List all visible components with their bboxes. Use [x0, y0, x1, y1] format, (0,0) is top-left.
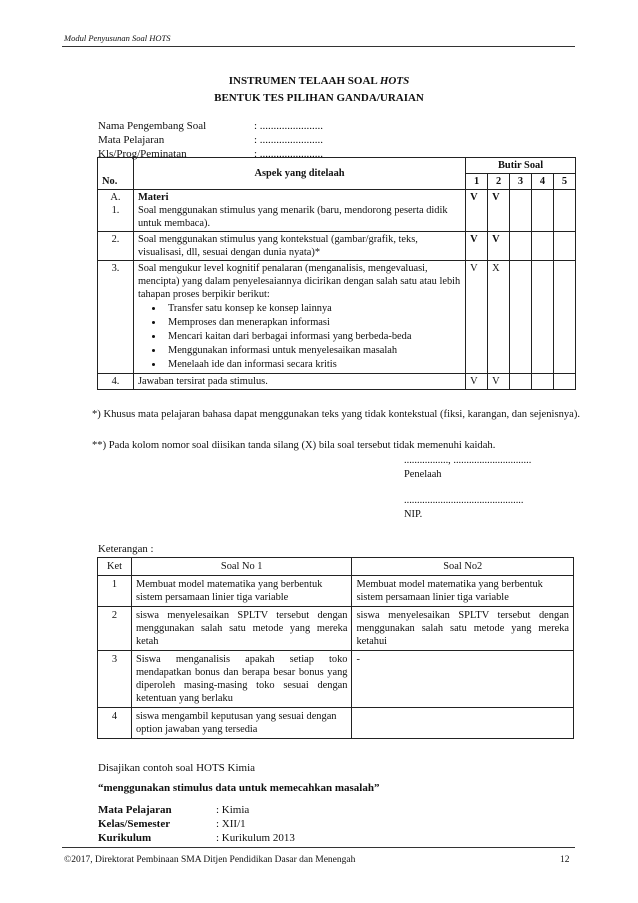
soal2-cell: Membuat model matematika yang berbentuk sistem persamaan linier tiga variable	[352, 576, 574, 607]
col-ket-header: Ket	[98, 558, 132, 576]
col-aspek-header: Aspek yang ditelaah	[133, 158, 465, 190]
soal2-cell: siswa menyelesaikan SPLTV tersebut dengan menggunakan salah satu metode yang mereka ketahui	[352, 607, 574, 651]
mark-cell: V	[488, 374, 510, 390]
row-no: 1.	[111, 205, 120, 216]
mark-cell	[553, 190, 575, 232]
keterangan-header-row	[98, 558, 574, 576]
row-no: 2.	[98, 232, 134, 261]
signature-nip: NIP.	[404, 509, 423, 520]
mark-cell: V	[466, 190, 488, 232]
bullet-item: • Menggunakan informasi untuk menyelesaikan masalah	[164, 344, 461, 357]
mark-cell: X	[488, 261, 510, 374]
title-emphasis: HOTS	[379, 75, 410, 87]
info-value: : Kimia	[216, 804, 250, 816]
soal1-cell: Membuat model matematika yang berbentuk sistem persamaan linier tiga variable	[131, 576, 352, 607]
example-intro: Disajikan contoh soal HOTS Kimia	[98, 762, 256, 774]
row-text	[133, 261, 465, 374]
table-row	[98, 190, 576, 232]
mark-cell: V	[466, 374, 488, 390]
bullet-item: • Memproses dan menerapkan informasi	[164, 316, 461, 329]
bullet-item: • Mencari kaitan dari berbagai informasi yang berbeda-beda	[164, 330, 461, 343]
meta-value: : .......................	[254, 148, 324, 160]
page-number: 12	[560, 855, 570, 865]
meta-label: Mata Pelajaran	[98, 134, 165, 146]
table-row	[98, 607, 574, 651]
telaah-header-row	[98, 158, 576, 174]
col-soal1-header: Soal No 1	[131, 558, 352, 576]
table-row	[98, 261, 576, 374]
mark-cell	[510, 190, 532, 232]
table-row	[98, 576, 574, 607]
info-row-kurikulum	[98, 831, 295, 845]
mark-cell	[532, 232, 554, 261]
bullet-list	[138, 302, 461, 371]
butir-number: 2	[488, 174, 510, 190]
ket-number: 1	[98, 576, 132, 607]
meta-value: : .......................	[254, 134, 324, 146]
mark-cell	[532, 261, 554, 374]
telaah-table	[97, 157, 576, 390]
keterangan-table	[97, 557, 574, 739]
info-label: Kurikulum	[98, 832, 152, 844]
aspect-text: Soal menggunakan stimulus yang menarik (baru, mendorong peserta didik untuk membaca).	[137, 205, 448, 229]
soal1-cell: siswa menyelesaikan SPLTV tersebut dengan menggunakan salah satu metode yang mereka ketah	[131, 607, 352, 651]
row-text	[133, 190, 465, 232]
section-title: Materi	[137, 192, 169, 203]
soal2-cell: -	[352, 651, 574, 708]
note-cross-mark: **) Pada kolom nomor soal diisikan tanda silang (X) bila soal tersebut tidak memenuhi kaidah.	[92, 440, 496, 451]
col-soal2-header: Soal No2	[352, 558, 574, 576]
title-prefix: INSTRUMEN TELAAH SOAL	[228, 75, 380, 87]
ket-number: 4	[98, 708, 132, 739]
footer-text: ©2017, Direktorat Pembinaan SMA Ditjen Pendidikan Dasar dan Menengah	[64, 855, 356, 865]
info-row-mapel	[98, 803, 249, 817]
signature-role: Penelaah	[404, 469, 442, 480]
mark-cell: V	[488, 190, 510, 232]
butir-number: 4	[532, 174, 554, 190]
mark-cell	[532, 190, 554, 232]
ket-number: 2	[98, 607, 132, 651]
col-no-header: No.	[98, 158, 134, 190]
document-title	[0, 75, 638, 87]
header-divider	[62, 46, 575, 47]
info-value: : XII/1	[216, 818, 246, 830]
row-no: 4.	[98, 374, 134, 390]
butir-number: 1	[466, 174, 488, 190]
meta-label: Nama Pengembang Soal	[98, 120, 207, 132]
mark-cell	[553, 232, 575, 261]
aspect-text: Soal mengukur level kognitif penalaran (menganalisis, mengevaluasi, mencipta) yang dalam penyelesaiannya dicirikan dengan salah satu atau lebih tahapan proses berpikir berikut:	[137, 263, 461, 300]
keterangan-heading: Keterangan :	[98, 543, 154, 555]
table-row	[98, 374, 576, 390]
meta-row-mapel	[98, 133, 323, 147]
meta-value: : .......................	[254, 120, 324, 132]
meta-row-pengembang	[98, 119, 323, 133]
footer-divider	[62, 847, 575, 848]
info-label: Kelas/Semester	[98, 818, 171, 830]
soal1-cell: Siswa menganalisis apakah setiap toko mendapatkan bonus dan berapa besar bonus yang diperoleh masing-masing toko sesuai dengan ketentuan yang berlaku	[131, 651, 352, 708]
info-row-kelas	[98, 817, 246, 831]
butir-number: 5	[553, 174, 575, 190]
row-no: 3.	[98, 261, 134, 374]
mark-cell: V	[488, 232, 510, 261]
mark-cell	[532, 374, 554, 390]
signature-name-line: ..............................................	[404, 495, 524, 506]
running-header: Modul Penyusunan Soal HOTS	[64, 33, 171, 43]
mark-cell	[553, 374, 575, 390]
mark-cell: V	[466, 232, 488, 261]
table-row	[98, 232, 576, 261]
soal1-cell: siswa mengambil keputusan yang sesuai dengan option jawaban yang tersedia	[131, 708, 352, 739]
ket-number: 3	[98, 651, 132, 708]
bullet-item: • Transfer satu konsep ke konsep lainnya	[164, 302, 461, 315]
signature-date-line: ................., ..............................	[404, 455, 532, 466]
meta-label: Kls/Prog/Peminatan	[98, 148, 187, 160]
mark-cell	[553, 261, 575, 374]
mark-cell: V	[466, 261, 488, 374]
document-subtitle: BENTUK TES PILIHAN GANDA/URAIAN	[214, 92, 424, 104]
mark-cell	[510, 261, 532, 374]
soal2-cell	[352, 708, 574, 739]
mark-cell	[510, 374, 532, 390]
info-value: : Kurikulum 2013	[216, 832, 295, 844]
col-butir-header: Butir Soal	[466, 158, 576, 174]
bullet-item: • Menelaah ide dan informasi secara kritis	[164, 358, 461, 371]
section-letter: A.	[110, 192, 121, 203]
table-row	[98, 651, 574, 708]
row-number	[98, 190, 134, 232]
table-row	[98, 708, 574, 739]
info-label: Mata Pelajaran	[98, 804, 172, 816]
aspect-text: Soal menggunakan stimulus yang kontekstual (gambar/grafik, teks, visualisasi, dll, sesuai dengan dunia nyata)*	[133, 232, 465, 261]
aspect-text: Jawaban tersirat pada stimulus.	[133, 374, 465, 390]
example-quote: “menggunakan stimulus data untuk memecahkan masalah”	[98, 782, 380, 794]
butir-number: 3	[510, 174, 532, 190]
note-contextual: *) Khusus mata pelajaran bahasa dapat menggunakan teks yang tidak kontekstual (fiksi, karangan, dan sejenisnya).	[92, 409, 581, 420]
mark-cell	[510, 232, 532, 261]
